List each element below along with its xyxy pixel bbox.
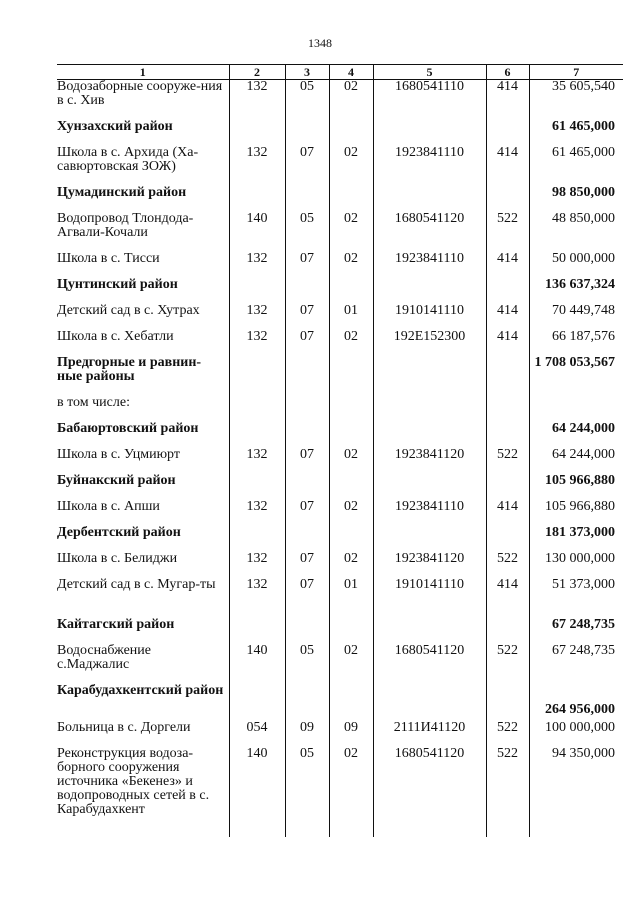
code-cell-c3	[285, 186, 329, 212]
code-cell-c2	[229, 120, 285, 146]
project-name: Детский сад в с. Хутрах	[57, 302, 200, 318]
code-cell-c5: 1923841120	[373, 552, 486, 578]
code-cell-c2	[229, 186, 285, 212]
district-name: Кайтагский район	[57, 616, 175, 632]
code-cell-c5	[373, 278, 486, 304]
code-cell-c6: 522	[486, 721, 529, 747]
code-cell-c2: 132	[229, 146, 285, 186]
code-cell-c4: 01	[329, 578, 373, 618]
code-cell-c6: 414	[486, 146, 529, 186]
project-row	[57, 644, 623, 684]
district-name: Хунзахский район	[57, 118, 173, 134]
code-cell-c4	[329, 396, 373, 422]
code-cell-c6: 414	[486, 252, 529, 278]
code-cell-c4: 09	[329, 721, 373, 747]
code-cell-c3	[285, 618, 329, 644]
code-cell-c3: 07	[285, 330, 329, 356]
project-name: Больница в с. Доргели	[57, 719, 191, 735]
code-cell-c6	[486, 618, 529, 644]
project-name: Школа в с. Хебатли	[57, 328, 174, 344]
code-cell-c6	[486, 474, 529, 500]
code-cell-c3: 07	[285, 578, 329, 618]
district-name: Дербентский район	[57, 524, 181, 540]
code-cell-c6: 522	[486, 644, 529, 684]
amount-cell: 100 000,000	[529, 721, 623, 747]
code-cell-c3: 05	[285, 80, 329, 120]
district-row	[57, 422, 623, 448]
code-cell-c5: 192Е152300	[373, 330, 486, 356]
code-cell-c4	[329, 474, 373, 500]
code-cell-c3: 07	[285, 500, 329, 526]
code-cell-c3: 09	[285, 721, 329, 747]
district-row	[57, 684, 623, 721]
project-row	[57, 721, 623, 747]
code-cell-c4	[329, 422, 373, 448]
code-cell-c2	[229, 684, 285, 721]
code-cell-c6: 414	[486, 500, 529, 526]
district-row	[57, 618, 623, 644]
code-cell-c2: 140	[229, 212, 285, 252]
code-cell-c6: 414	[486, 578, 529, 618]
code-cell-c4	[329, 684, 373, 721]
amount-cell: 264 956,000	[529, 684, 623, 721]
project-name: Реконструкция водоза-борного сооружения источника «Бекенез» и водопроводных сетей в с. Карабудахкент	[57, 745, 210, 817]
project-name: Детский сад в с. Мугар-ты	[57, 576, 216, 592]
district-name: Буйнакский район	[57, 472, 176, 488]
project-name: Школа в с. Апши	[57, 498, 160, 514]
project-name: в том числе:	[57, 394, 130, 410]
code-cell-c6	[486, 684, 529, 721]
code-cell-c5: 1680541120	[373, 747, 486, 837]
code-cell-c4: 02	[329, 500, 373, 526]
code-cell-c2	[229, 396, 285, 422]
code-cell-c3: 07	[285, 448, 329, 474]
code-cell-c2	[229, 474, 285, 500]
district-row	[57, 186, 623, 212]
code-cell-c4: 02	[329, 146, 373, 186]
project-row	[57, 252, 623, 278]
column-header: 1	[57, 65, 229, 80]
district-name: Цумадинский район	[57, 184, 187, 200]
code-cell-c5: 1923841120	[373, 448, 486, 474]
code-cell-c6	[486, 422, 529, 448]
code-cell-c5	[373, 186, 486, 212]
column-header: 5	[373, 65, 486, 80]
project-row	[57, 304, 623, 330]
code-cell-c4	[329, 278, 373, 304]
district-row	[57, 356, 623, 396]
code-cell-c5: 2111И41120	[373, 721, 486, 747]
code-cell-c6: 522	[486, 552, 529, 578]
code-cell-c3	[285, 422, 329, 448]
project-name: Школа в с. Тисси	[57, 250, 160, 266]
code-cell-c5: 1923841110	[373, 500, 486, 526]
project-row	[57, 330, 623, 356]
code-cell-c5: 1923841110	[373, 252, 486, 278]
code-cell-c3: 07	[285, 304, 329, 330]
amount-cell: 66 187,576	[529, 330, 623, 356]
amount-cell: 105 966,880	[529, 500, 623, 526]
code-cell-c6	[486, 120, 529, 146]
code-cell-c4	[329, 526, 373, 552]
code-cell-c5	[373, 356, 486, 396]
project-name: Водопровод Тлондода-Агвали-Кочали	[57, 210, 194, 240]
code-cell-c2	[229, 422, 285, 448]
code-cell-c4	[329, 186, 373, 212]
code-cell-c3	[285, 356, 329, 396]
amount-cell: 67 248,735	[529, 618, 623, 644]
code-cell-c6	[486, 526, 529, 552]
column-header: 7	[529, 65, 623, 80]
code-cell-c6: 414	[486, 304, 529, 330]
code-cell-c4: 02	[329, 448, 373, 474]
code-cell-c2: 140	[229, 747, 285, 837]
amount-cell: 64 244,000	[529, 448, 623, 474]
project-row	[57, 212, 623, 252]
project-name: Школа в с. Уцмиюрт	[57, 446, 180, 462]
project-row	[57, 552, 623, 578]
amount-cell: 70 449,748	[529, 304, 623, 330]
code-cell-c3: 07	[285, 146, 329, 186]
district-row	[57, 278, 623, 304]
amount-cell	[529, 396, 623, 422]
code-cell-c4: 02	[329, 644, 373, 684]
code-cell-c2	[229, 356, 285, 396]
column-number-row	[57, 65, 623, 80]
code-cell-c6: 522	[486, 212, 529, 252]
code-cell-c5: 1680541110	[373, 80, 486, 120]
amount-cell: 61 465,000	[529, 146, 623, 186]
code-cell-c2: 132	[229, 500, 285, 526]
code-cell-c4: 02	[329, 330, 373, 356]
code-cell-c4: 02	[329, 552, 373, 578]
amount-cell: 98 850,000	[529, 186, 623, 212]
code-cell-c3: 07	[285, 552, 329, 578]
code-cell-c5	[373, 618, 486, 644]
project-row	[57, 396, 623, 422]
code-cell-c6	[486, 278, 529, 304]
code-cell-c3	[285, 120, 329, 146]
amount-cell: 130 000,000	[529, 552, 623, 578]
code-cell-c6: 522	[486, 747, 529, 837]
column-header: 3	[285, 65, 329, 80]
project-row	[57, 146, 623, 186]
project-name: Школа в с. Белиджи	[57, 550, 178, 566]
code-cell-c5: 1910141110	[373, 304, 486, 330]
project-row	[57, 80, 623, 120]
code-cell-c3	[285, 526, 329, 552]
page-number: 1348	[308, 36, 332, 50]
district-name: Карабудахкентский район	[57, 682, 224, 698]
amount-cell: 48 850,000	[529, 212, 623, 252]
column-header: 2	[229, 65, 285, 80]
code-cell-c3	[285, 396, 329, 422]
code-cell-c4	[329, 356, 373, 396]
amount-cell: 51 373,000	[529, 578, 623, 618]
code-cell-c4: 02	[329, 252, 373, 278]
code-cell-c6	[486, 186, 529, 212]
code-cell-c2: 132	[229, 552, 285, 578]
code-cell-c3: 05	[285, 747, 329, 837]
project-name: Водозаборные сооруже-ния в с. Хив	[57, 79, 223, 108]
code-cell-c5	[373, 120, 486, 146]
code-cell-c4	[329, 120, 373, 146]
district-name: Цунтинский район	[57, 276, 178, 292]
amount-cell: 61 465,000	[529, 120, 623, 146]
code-cell-c5: 1923841110	[373, 146, 486, 186]
amount-cell: 136 637,324	[529, 278, 623, 304]
amount-cell: 105 966,880	[529, 474, 623, 500]
code-cell-c4	[329, 618, 373, 644]
column-header: 6	[486, 65, 529, 80]
code-cell-c6: 522	[486, 448, 529, 474]
amount-cell: 50 000,000	[529, 252, 623, 278]
amount-cell: 94 350,000	[529, 747, 623, 837]
project-row	[57, 747, 623, 837]
code-cell-c2: 132	[229, 80, 285, 120]
code-cell-c3: 05	[285, 644, 329, 684]
code-cell-c2	[229, 526, 285, 552]
code-cell-c5	[373, 422, 486, 448]
code-cell-c5	[373, 396, 486, 422]
district-name: Предгорные и равнин-ные районы	[57, 354, 202, 384]
code-cell-c3	[285, 474, 329, 500]
code-cell-c5: 1680541120	[373, 644, 486, 684]
code-cell-c3: 05	[285, 212, 329, 252]
code-cell-c2: 132	[229, 330, 285, 356]
amount-cell: 35 605,540	[529, 80, 623, 120]
code-cell-c2: 132	[229, 252, 285, 278]
project-name: Школа в с. Архида (Ха-савюртовская ЗОЖ)	[57, 144, 199, 174]
code-cell-c2: 132	[229, 304, 285, 330]
amount-cell: 64 244,000	[529, 422, 623, 448]
code-cell-c5: 1680541120	[373, 212, 486, 252]
code-cell-c6	[486, 396, 529, 422]
code-cell-c5: 1910141110	[373, 578, 486, 618]
code-cell-c5	[373, 526, 486, 552]
code-cell-c2: 140	[229, 644, 285, 684]
code-cell-c4: 02	[329, 212, 373, 252]
amount-cell: 67 248,735	[529, 644, 623, 684]
project-row	[57, 578, 623, 618]
budget-table	[57, 64, 623, 837]
code-cell-c3	[285, 278, 329, 304]
district-row	[57, 526, 623, 552]
code-cell-c2: 132	[229, 448, 285, 474]
code-cell-c5	[373, 684, 486, 721]
code-cell-c4: 02	[329, 747, 373, 837]
district-row	[57, 474, 623, 500]
code-cell-c6: 414	[486, 80, 529, 120]
code-cell-c4: 01	[329, 304, 373, 330]
district-name: Бабаюртовский район	[57, 420, 199, 436]
amount-cell: 1 708 053,567	[529, 356, 623, 396]
code-cell-c4: 02	[329, 80, 373, 120]
code-cell-c3	[285, 684, 329, 721]
project-name: Водоснабжение с.Маджалис	[57, 642, 152, 672]
project-row	[57, 448, 623, 474]
district-row	[57, 120, 623, 146]
code-cell-c3: 07	[285, 252, 329, 278]
code-cell-c2	[229, 618, 285, 644]
code-cell-c2: 132	[229, 578, 285, 618]
code-cell-c5	[373, 474, 486, 500]
code-cell-c6	[486, 356, 529, 396]
code-cell-c2: 054	[229, 721, 285, 747]
code-cell-c2	[229, 278, 285, 304]
column-header: 4	[329, 65, 373, 80]
code-cell-c6: 414	[486, 330, 529, 356]
project-row	[57, 500, 623, 526]
amount-cell: 181 373,000	[529, 526, 623, 552]
